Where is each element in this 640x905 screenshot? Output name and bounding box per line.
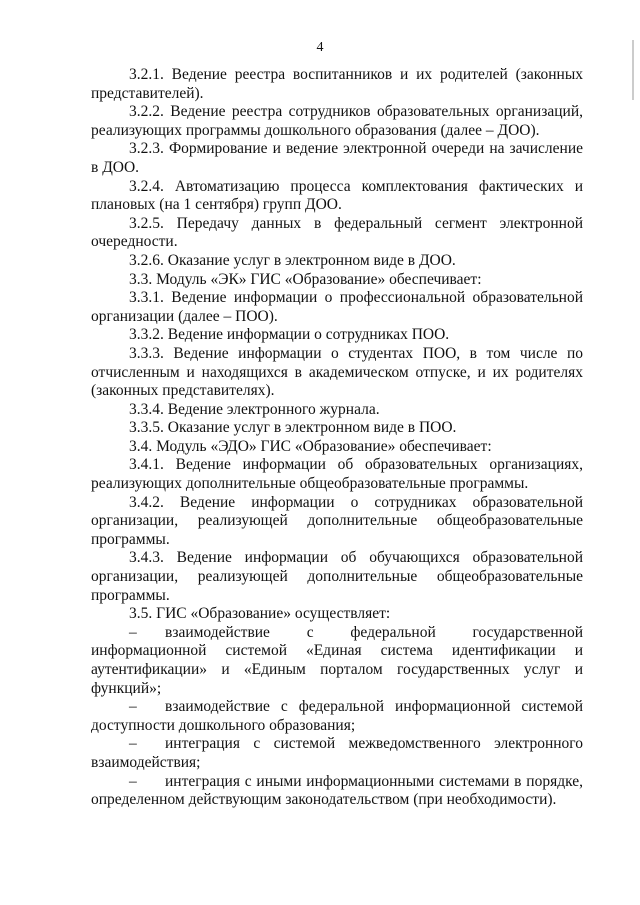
paragraph-3-2-5: 3.2.5. Передачу данных в федеральный сегмент электронной очередности. <box>91 214 583 251</box>
list-dash: – <box>129 772 137 790</box>
paragraph-3-3-4: 3.3.4. Ведение электронного журнала. <box>129 400 380 418</box>
paragraph-3-4-2: 3.4.2. Ведение информации о сотрудниках образовательной организации, реализующей дополнительные общеобразовательные программы. <box>91 493 583 548</box>
paragraph-3-3-3: 3.3.3. Ведение информации о студентах ПОО, в том числе по отчисленным и находящихся в академическом отпуске, и их родителях (законных представителях). <box>91 344 583 400</box>
paragraph-3-2-1: 3.2.1. Ведение реестра воспитанников и их родителей (законных представителей). <box>91 66 583 102</box>
list-item <box>91 698 583 735</box>
paragraph-3-2-2: 3.2.2. Ведение реестра сотрудников образовательных организаций, реализующих программы дошкольного образования (далее – ДОО). <box>91 103 583 139</box>
paragraph-3-3-1: 3.3.1. Ведение информации о профессиональной образовательной организации (далее – ПОО). <box>91 289 583 325</box>
document-body <box>91 66 583 810</box>
paragraph-3-2-6: 3.2.6. Оказание услуг в электронном виде в ДОО. <box>129 251 456 269</box>
paragraph-3-4: 3.4. Модуль «ЭДО» ГИС «Образование» обеспечивает: <box>129 437 492 455</box>
list-item-text: взаимодействие с федеральной информационной системой доступности дошкольного образования; <box>91 698 583 734</box>
paragraph-3-4-3: 3.4.3. Ведение информации об обучающихся образовательной организации, реализующей дополнительные общеобразовательные программы. <box>91 549 583 604</box>
list-item <box>91 624 583 698</box>
paragraph-3-2-3: 3.2.3. Формирование и ведение электронной очереди на зачисление в ДОО. <box>91 140 583 176</box>
list-item-text: интеграция с иными информационными системами в порядке, определенном действующим законодательством (при необходимости). <box>91 772 583 809</box>
paragraph-3-5: 3.5. ГИС «Образование» осуществляет: <box>129 605 391 623</box>
paragraph-3-3-5: 3.3.5. Оказание услуг в электронном виде в ПОО. <box>129 419 457 437</box>
list-dash: – <box>129 698 137 716</box>
list-dash: – <box>129 735 137 753</box>
list-item <box>91 735 583 772</box>
list-item-text: взаимодействие с федеральной государственной информационной системой «Единая система идентификации и аутентификации» и «Единым порталом государственных услуг и функций»; <box>91 623 583 697</box>
scan-edge-mark <box>632 40 634 100</box>
list-item <box>91 773 583 810</box>
list-dash: – <box>129 623 137 641</box>
paragraph-3-3: 3.3. Модуль «ЭК» ГИС «Образование» обеспечивает: <box>129 270 482 288</box>
list-item-text: интеграция с системой межведомственного электронного взаимодействия; <box>91 735 583 771</box>
paragraph-3-2-4: 3.2.4. Автоматизацию процесса комплектования фактических и плановых (на 1 сентября) групп ДОО. <box>91 177 583 214</box>
paragraph-3-4-1: 3.4.1. Ведение информации об образовательных организациях, реализующих дополнительные общеобразовательные программы. <box>91 456 583 493</box>
page-number: 4 <box>316 40 324 55</box>
paragraph-3-3-2: 3.3.2. Ведение информации о сотрудниках ПОО. <box>129 326 450 344</box>
